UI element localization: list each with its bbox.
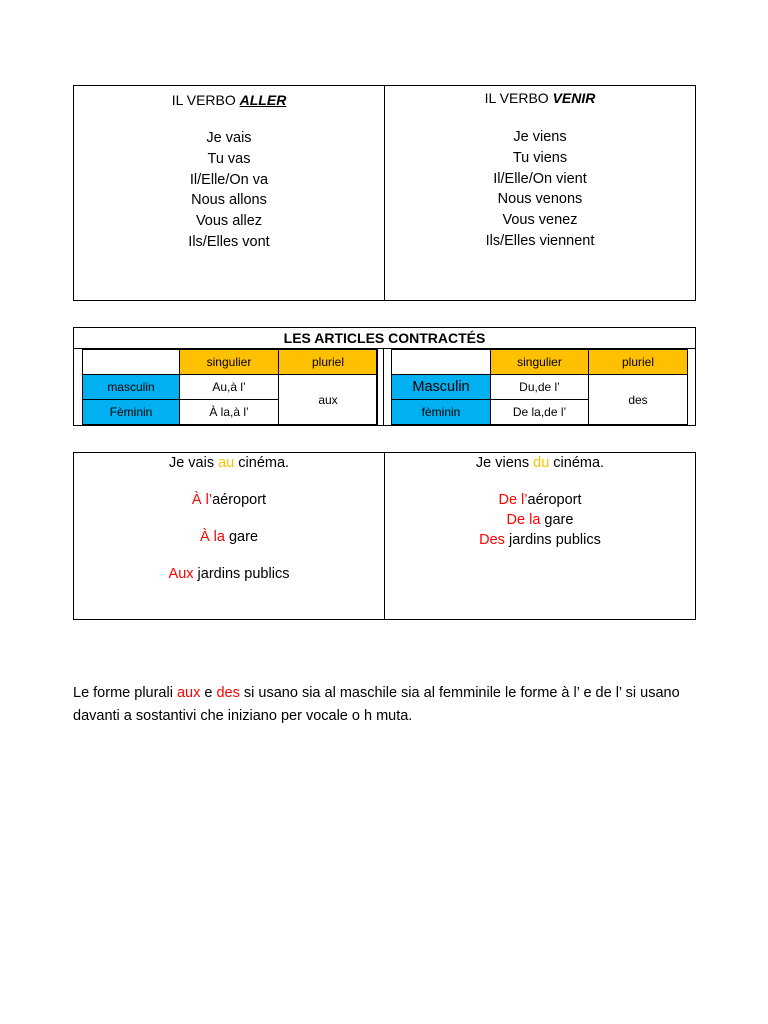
cell-pluriel: aux — [279, 375, 378, 425]
col-singulier: singulier — [180, 350, 279, 375]
articles-table-left — [82, 349, 378, 425]
row-feminin: fèminin — [392, 400, 491, 425]
col-singulier: singulier — [491, 350, 589, 375]
aller-form: Je vais — [206, 130, 252, 146]
aller-form: Vous allez — [195, 213, 263, 230]
example-line: Aux jardins publics — [168, 566, 290, 582]
cell-pluriel: des — [589, 375, 688, 425]
aller-form: Nous allons — [191, 192, 267, 209]
examples-aller — [74, 453, 384, 619]
col-pluriel: pluriel — [589, 350, 688, 375]
example-line: Je vais au cinéma. — [168, 455, 290, 471]
row-masculin: Masculin — [392, 375, 491, 400]
example-line: Je viens du cinéma. — [475, 455, 605, 471]
venir-forms — [385, 127, 695, 252]
cell-masc-singulier: Du,de l’ — [491, 375, 589, 400]
venir-cell — [384, 86, 695, 300]
aller-form: Il/Elle/On va — [189, 171, 269, 188]
aller-cell — [74, 86, 384, 300]
cell-fem-singulier: De la,de l’ — [491, 400, 589, 425]
articles-table-right — [391, 349, 688, 425]
row-masculin: masculin — [83, 375, 180, 400]
venir-form: Tu viens — [512, 149, 568, 166]
venir-form: Nous venons — [497, 191, 583, 208]
venir-form: Je viens — [513, 129, 567, 145]
cell-fem-singulier: À la,à l’ — [180, 400, 279, 425]
aller-form: Tu vas — [207, 150, 251, 167]
venir-verb: VENIR — [552, 90, 596, 106]
header-blank — [83, 350, 180, 375]
example-line: De l’aéroport — [498, 492, 582, 508]
example-line: À l’aéroport — [191, 492, 267, 508]
aller-title: IL VERBO ALLER — [171, 92, 287, 108]
cell-masc-singulier: Au,à l’ — [180, 375, 279, 400]
venir-form: Vous venez — [502, 212, 578, 229]
examples-box — [73, 452, 696, 620]
grammar-note: Le forme plurali aux e des si usano sia al maschile sia al femminile le forme à l’ e de l’ si usano davanti a sostantivi che iniziano per vocale o h muta. — [73, 685, 680, 724]
venir-title: IL VERBO VENIR — [484, 90, 596, 106]
aller-forms — [74, 128, 384, 253]
row-feminin: Fèminin — [83, 400, 180, 425]
aller-verb: ALLER — [239, 92, 287, 108]
example-line: De la gare — [506, 512, 574, 528]
example-line: Des jardins publics — [479, 532, 601, 548]
col-pluriel: pluriel — [279, 350, 378, 375]
conjugation-box — [73, 85, 696, 301]
venir-form: Il/Elle/On vient — [493, 170, 587, 187]
examples-venir — [384, 453, 695, 619]
articles-title: LES ARTICLES CONTRACTÉS — [74, 328, 695, 349]
venir-form: Ils/Elles viennent — [485, 232, 595, 249]
header-blank — [392, 350, 491, 375]
aller-form: Ils/Elles vont — [188, 233, 270, 250]
column-separator — [376, 349, 384, 425]
example-line: À la gare — [199, 529, 259, 545]
articles-box — [73, 327, 696, 426]
